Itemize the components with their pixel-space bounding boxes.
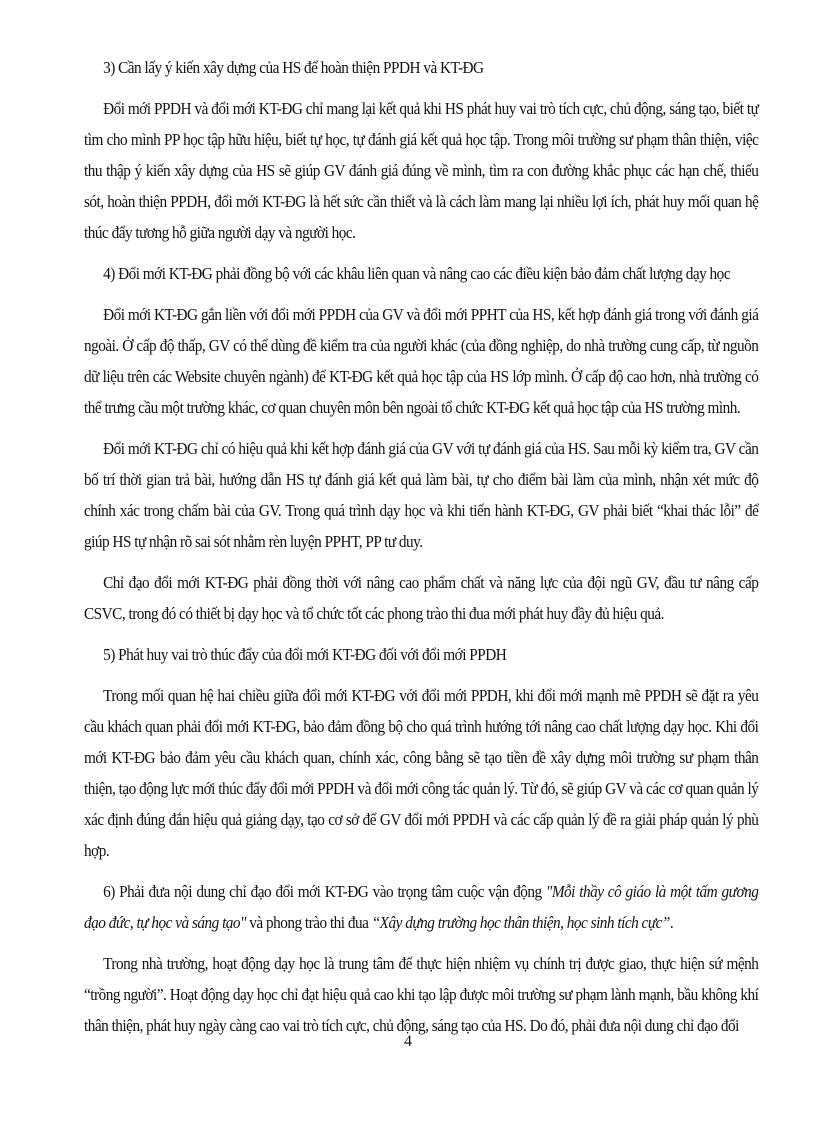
document-page [84,52,758,1051]
paragraph: Trong mối quan hệ hai chiều giữa đổi mới KT-ĐG với đổi mới PPDH, khi đổi mới mạnh mẽ PPDH sẽ đặt ra yêu cầu khách quan phải đổi mới KT-ĐG, bảo đảm đồng bộ cho quá trình hướng tới nâng cao chất lượng dạy học. Khi đổi mới KT-ĐG bảo đảm yêu cầu khách quan, chính xác, công bằng sẽ tạo tiền đề xây dựng môi trường sư phạm thân thiện, tạo động lực mới thúc đẩy đổi mới PPDH và đổi mới công tác quản lý. Từ đó, sẽ giúp GV và các cơ quan quản lý xác định đúng đắn hiệu quả giảng dạy, tạo cơ sở để GV đổi mới PPDH và các cấp quản lý đề ra giải pháp quản lý phù hợp. [84,686,759,860]
section-heading-6 [84,876,758,938]
paragraph: Trong nhà trường, hoạt động dạy học là trung tâm để thực hiện nhiệm vụ chính trị được giao, thực hiện sứ mệnh “trồng người”. Hoạt động dạy học chỉ đạt hiệu quả cao khi tạo lập được môi trường sư phạm lành mạnh, bầu không khí thân thiện, phát huy ngày càng cao vai trò tích cực, chủ động, sáng tạo của HS. Do đó, phải đưa nội dung chỉ đạo đổi [84,954,759,1035]
section-heading-4: 4) Đổi mới KT-ĐG phải đồng bộ với các khâu liên quan và nâng cao các điều kiện bảo đảm chất lượng dạy học [103,264,731,283]
campaign-title: "Mỗi thầy cô giáo là một tấm gương đạo đức, tự học và sáng tạo" [84,882,759,932]
section-heading-3: 3) Cần lấy ý kiến xây dựng của HS để hoàn thiện PPDH và KT-ĐG [103,58,484,77]
paragraph: Đổi mới KT-ĐG gắn liền với đổi mới PPDH của GV và đổi mới PPHT của HS, kết hợp đánh giá trong với đánh giá ngoài. Ở cấp độ thấp, GV có thể dùng đề kiểm tra của người khác (của đồng nghiệp, do nhà trường cung cấp, từ nguồn dữ liệu trên các Website chuyên ngành) để KT-ĐG kết quả học tập của HS lớp mình. Ở cấp độ cao hơn, nhà trường có thể trưng cầu một trường khác, cơ quan chuyên môn bên ngoài tổ chức KT-ĐG kết quả học tập của HS trường mình. [84,305,759,417]
movement-title: “Xây dựng trường học thân thiện, học sinh tích cực” [371,913,670,932]
paragraph: Chỉ đạo đổi mới KT-ĐG phải đồng thời với nâng cao phẩm chất và năng lực của đội ngũ GV, đầu tư nâng cấp CSVC, trong đó có thiết bị dạy học và tổ chức tốt các phong trào thi đua mới phát huy đầy đủ hiệu quả. [84,573,759,623]
paragraph: Đổi mới PPDH và đổi mới KT-ĐG chỉ mang lại kết quả khi HS phát huy vai trò tích cực, chủ động, sáng tạo, biết tự tìm cho mình PP học tập hữu hiệu, biết tự học, tự đánh giá kết quả học tập. Trong môi trường sư phạm thân thiện, việc thu thập ý kiến xây dựng của HS sẽ giúp GV đánh giá đúng về mình, tìm ra con đường khắc phục các hạn chế, thiếu sót, hoàn thiện PPDH, đổi mới KT-ĐG là hết sức cần thiết và là cách làm mang lại nhiều lợi ích, phát huy mối quan hệ thúc đẩy tương hỗ giữa người dạy và người học. [84,99,759,242]
heading-text: 6) Phải đưa nội dung chỉ đạo đổi mới KT-ĐG vào trọng tâm cuộc vận động [103,882,546,901]
section-heading-5: 5) Phát huy vai trò thúc đẩy của đổi mới KT-ĐG đối với đổi mới PPDH [103,645,507,664]
heading-text: và phong trào thi đua [245,913,372,932]
heading-text: . [669,913,674,932]
page-number: 4 [404,1033,412,1050]
paragraph: Đổi mới KT-ĐG chỉ có hiệu quả khi kết hợp đánh giá của GV với tự đánh giá của HS. Sau mỗi kỳ kiểm tra, GV cần bố trí thời gian trả bài, hướng dẫn HS tự đánh giá kết quả làm bài, tự cho điểm bài làm của mình, nhận xét mức độ chính xác trong chấm bài của GV. Trong quá trình dạy học và khi tiến hành KT-ĐG, GV phải biết “khai thác lỗi” để giúp HS tự nhận rõ sai sót nhằm rèn luyện PPHT, PP tư duy. [84,439,759,551]
